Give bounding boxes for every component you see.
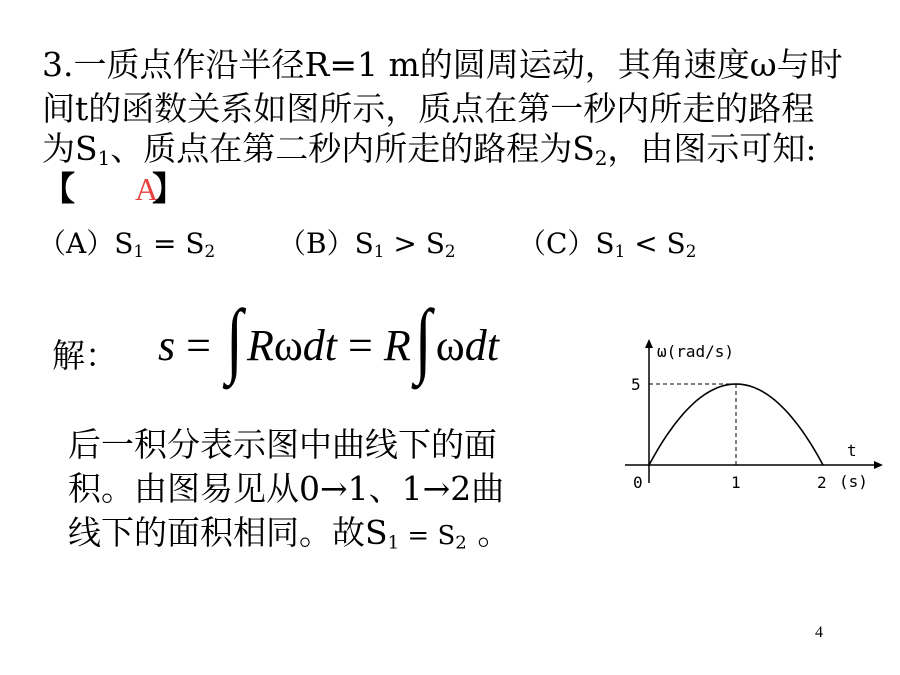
answer-bracket [42, 169, 185, 209]
origin-label: 0 [633, 473, 643, 492]
page-number: 4 [815, 624, 823, 641]
x-unit-label: (s) [839, 472, 868, 491]
question-line-3-part-a: 为S [42, 129, 98, 168]
choice-a [38, 224, 215, 264]
choice-c-relation: < S [625, 227, 686, 260]
s1-subscript: 1 [97, 146, 111, 170]
question-line-1-text: 3.一质点作沿半径R=1 m的圆周运动，其角速度ω与时 [42, 45, 843, 84]
integral-sign-2: ∫ [414, 294, 432, 386]
explanation-line-3-part-a: 线下的面积相同。故S [68, 513, 388, 552]
formula-R-1: R [246, 321, 274, 370]
answer-letter: A [135, 171, 159, 207]
x-axis-label: t [847, 441, 857, 460]
formula-lhs: s [158, 321, 176, 370]
choice-a-label: （A）S [38, 227, 134, 260]
formula-omega-2: ω [435, 321, 465, 370]
choice-a-sub2: 2 [204, 241, 216, 262]
choice-b-label: （B）S [278, 227, 374, 260]
explanation-line-1: 后一积分表示图中曲线下的面 [68, 425, 497, 464]
question-line-3 [42, 129, 817, 169]
choice-b-relation: > S [384, 227, 445, 260]
formula-dt-1: dt [302, 321, 338, 370]
y-axis-label: ω(rad/s) [657, 342, 735, 361]
solution-label: 解： [52, 336, 118, 375]
y-axis-arrow [645, 339, 653, 348]
choice-c-label: （C）S [518, 227, 615, 260]
formula-R-2: R [383, 321, 411, 370]
question-line-3-part-c: ，由图示可知: [607, 129, 817, 168]
bracket-open: 【 [42, 169, 75, 208]
bracket-close: 】 [152, 169, 186, 208]
choice-a-relation: = S [144, 227, 205, 260]
formula-omega-1: ω [273, 321, 303, 370]
expl-relation: = S [399, 521, 456, 551]
question-line-1 [42, 45, 843, 85]
question-line-2 [42, 89, 814, 129]
explanation-line-2: 积。由图易见从0→1、1→2曲 [68, 469, 505, 508]
explanation-line-3 [68, 513, 510, 556]
choice-a-sub1: 1 [133, 241, 145, 262]
formula-equals-2: = [348, 321, 373, 370]
choice-c-sub2: 2 [685, 241, 697, 262]
y-tick-5: 5 [631, 375, 641, 394]
x-tick-2: 2 [817, 473, 827, 492]
s2-subscript: 2 [594, 146, 608, 170]
choice-b-sub2: 2 [444, 241, 456, 262]
formula-dt-2: dt [464, 321, 499, 370]
expl-end: 。 [466, 513, 511, 552]
expl-sub2: 2 [455, 532, 467, 554]
choice-c [518, 224, 696, 264]
integral-sign-1: ∫ [225, 294, 243, 386]
integral-formula [158, 294, 499, 386]
question-line-2-text: 间t的函数关系如图所示，质点在第一秒内所走的路程 [42, 89, 815, 128]
x-tick-1: 1 [731, 473, 741, 492]
omega-curve [649, 384, 823, 465]
choice-c-sub1: 1 [614, 241, 626, 262]
choice-b-sub1: 1 [373, 241, 385, 262]
x-axis-arrow [874, 461, 883, 469]
choice-b [278, 224, 456, 264]
question-line-3-part-b: 、质点在第二秒内所走的路程为S [110, 129, 595, 168]
omega-time-graph [615, 335, 885, 500]
formula-equals-1: = [186, 321, 211, 370]
expl-sub1: 1 [387, 532, 400, 554]
